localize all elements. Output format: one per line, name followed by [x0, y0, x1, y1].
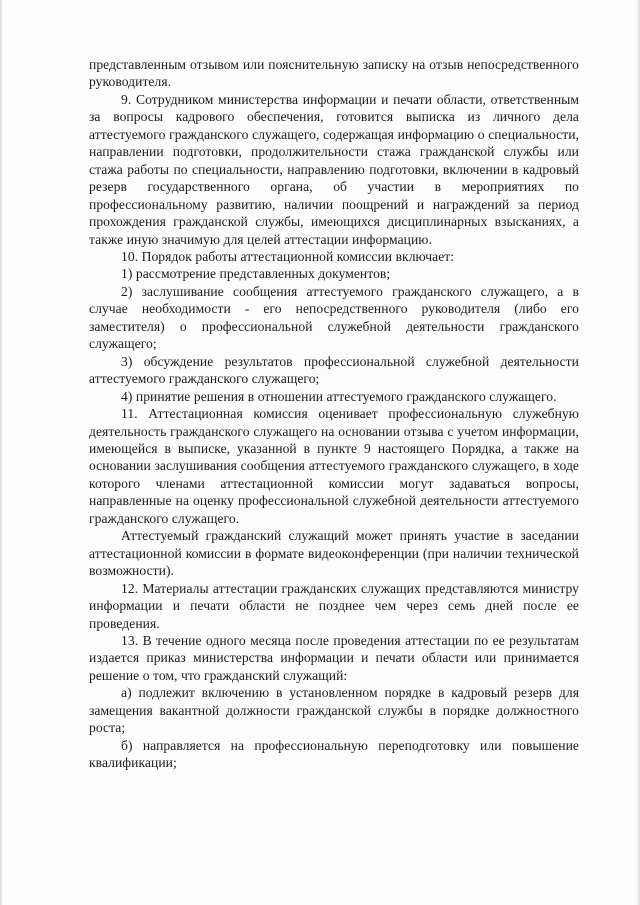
paragraph-item-10-2: 2) заслушивание сообщения аттестуемого гражданского служащего, а в случае необходимости - его непосредственного руководителя (либо его заместителя) о профессиональной служебной деятельности гражданского служащего;	[89, 283, 579, 352]
paragraph-item-12: 12. Материалы аттестации гражданских служащих представляются министру информации и печати области не позднее чем через семь дней после ее проведения.	[89, 580, 579, 631]
paragraph-item-10-3: 3) обсуждение результатов профессиональной служебной деятельности аттестуемого гражданского служащего;	[89, 353, 579, 387]
paragraph-item-10-4: 4) принятие решения в отношении аттестуемого гражданского служащего.	[121, 388, 557, 404]
paragraph-item-13-b: б) направляется на профессиональную переподготовку или повышение квалификации;	[89, 737, 579, 771]
paragraph-item-13-a: а) подлежит включению в установленном порядке в кадровый резерв для замещения вакантной должности гражданской службы в порядке должностного роста;	[89, 685, 579, 736]
paragraph-continuation: представленным отзывом или пояснительную записку на отзыв непосредственного руководителя.	[89, 57, 579, 90]
paragraph-item-11: 11. Аттестационная комиссия оценивает профессиональную служебную деятельность гражданского служащего на основании отзыва с учетом информации, имеющейся в выписке, указанной в пункте 9 настоящего Порядка, а также на основании заслушивания сообщения аттестуемого гражданского служащего, в ходе которого членами аттестационной комиссии могут задаваться вопросы, направленные на оценку профессиональной служебной деятельности аттестуемого гражданского служащего.	[89, 406, 579, 526]
paragraph-item-13: 13. В течение одного месяца после проведения аттестации по ее результатам издается приказ министерства информации и печати области или принимается решение о том, что гражданский служащий:	[89, 632, 579, 683]
paragraph-item-10: 10. Порядок работы аттестационной комиссии включает:	[121, 248, 455, 264]
scan-edge-left	[0, 0, 3, 905]
paragraph-item-9: 9. Сотрудником министерства информации и печати области, ответственным за вопросы кадрового обеспечения, готовится выписка из личного дела аттестуемого гражданского служащего, содержащая информацию о специальности, направлении подготовки, продолжительности стажа гражданской службы или стажа работы по специальности, направлению подготовки, включении в кадровый резерв государственного органа, об участии в мероприятиях по профессиональному развитию, наличии поощрений и награждений за период прохождения гражданской службы, имеющихся дисциплинарных взысканиях, а также иную значимую для целей аттестации информацию.	[89, 91, 579, 247]
scan-edge-right	[636, 0, 640, 905]
document-body	[89, 56, 579, 772]
paragraph-item-11-videoconference: Аттестуемый гражданский служащий может принять участие в заседании аттестационной комиссии в формате видеоконференции (при наличии технической возможности).	[89, 528, 579, 579]
paragraph-item-10-1: 1) рассмотрение представленных документов;	[121, 266, 391, 282]
